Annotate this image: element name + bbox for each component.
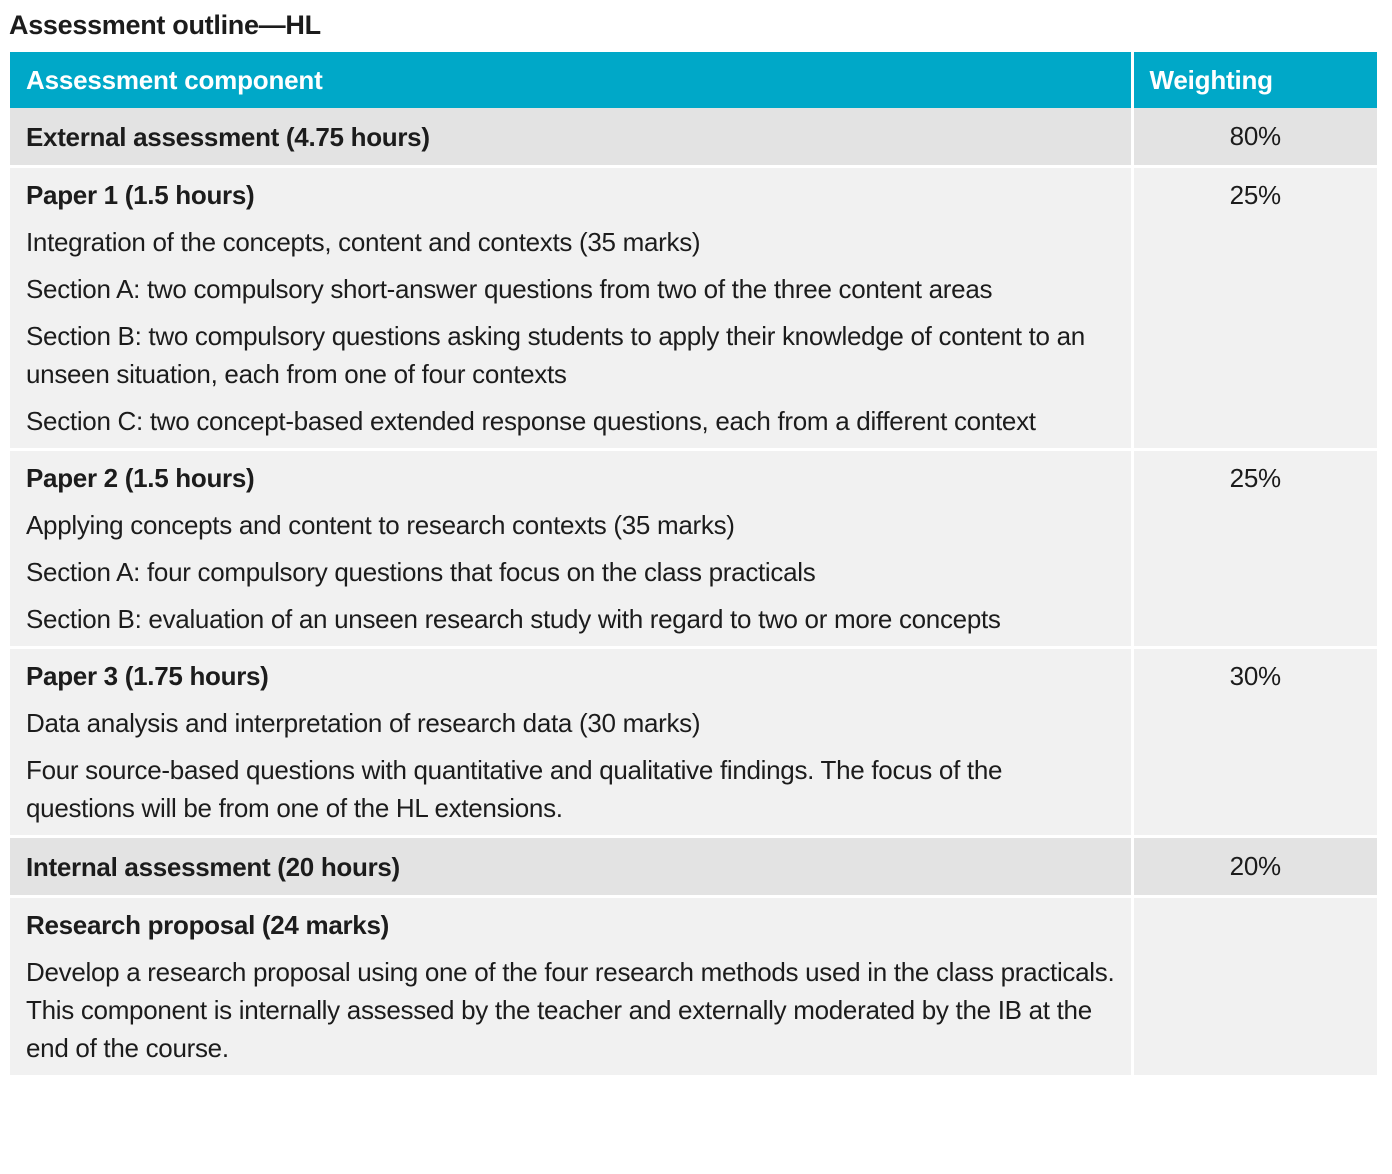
paper2-weighting: 25% (1132, 450, 1377, 648)
paper2-heading: Paper 2 (1.5 hours) (26, 463, 255, 493)
paper3-heading: Paper 3 (1.75 hours) (26, 661, 269, 691)
external-assessment-label: External assessment (4.75 hours) (10, 108, 1132, 167)
paper3-line: Data analysis and interpretation of research data (30 marks) (26, 708, 701, 738)
paper3-line: Four source-based questions with quantitative and qualitative findings. The focus of the questions will be from one of the HL extensions. (26, 755, 1003, 823)
paper2-line: Section A: four compulsory questions that focus on the class practicals (26, 557, 816, 587)
table-row-paper1 (10, 167, 1377, 450)
table-row-paper3 (10, 648, 1377, 837)
paper2-line: Section B: evaluation of an unseen research study with regard to two or more concepts (26, 604, 1001, 634)
paper3-cell (10, 648, 1132, 837)
proposal-cell (10, 897, 1132, 1077)
paper2-lines (26, 506, 1115, 638)
internal-assessment-weighting: 20% (1132, 837, 1377, 897)
paper1-lines (26, 223, 1115, 440)
external-assessment-weighting: 80% (1132, 108, 1377, 167)
header-weighting: Weighting (1132, 52, 1377, 108)
paper3-lines (26, 704, 1115, 827)
table-row-internal (10, 837, 1377, 897)
table-row-paper2 (10, 450, 1377, 648)
paper1-line: Section B: two compulsory questions asking students to apply their knowledge of content to an unseen situation, each from one of four contexts (26, 321, 1085, 389)
paper2-cell (10, 450, 1132, 648)
table-row-external (10, 108, 1377, 167)
proposal-weighting (1132, 897, 1377, 1077)
paper1-line: Section A: two compulsory short-answer questions from two of the three content areas (26, 274, 993, 304)
paper1-line: Section C: two concept-based extended response questions, each from a different context (26, 406, 1036, 436)
paper3-weighting: 30% (1132, 648, 1377, 837)
paper2-line: Applying concepts and content to research contexts (35 marks) (26, 510, 735, 540)
paper1-line: Integration of the concepts, content and contexts (35 marks) (26, 227, 701, 257)
proposal-heading: Research proposal (24 marks) (26, 910, 389, 940)
proposal-lines (26, 953, 1115, 1067)
table-row-research-proposal (10, 897, 1377, 1077)
proposal-line: Develop a research proposal using one of the four research methods used in the class practicals. This component is internally assessed by the teacher and externally moderated by the IB at the end of the course. (26, 957, 1115, 1063)
paper1-cell (10, 167, 1132, 450)
paper1-heading: Paper 1 (1.5 hours) (26, 180, 255, 210)
internal-assessment-label: Internal assessment (20 hours) (10, 837, 1132, 897)
assessment-table (10, 52, 1377, 1078)
paper1-weighting: 25% (1132, 167, 1377, 450)
header-assessment-component: Assessment component (10, 52, 1132, 108)
page-title: Assessment outline—HL (9, 10, 321, 40)
table-header-row (10, 52, 1377, 108)
